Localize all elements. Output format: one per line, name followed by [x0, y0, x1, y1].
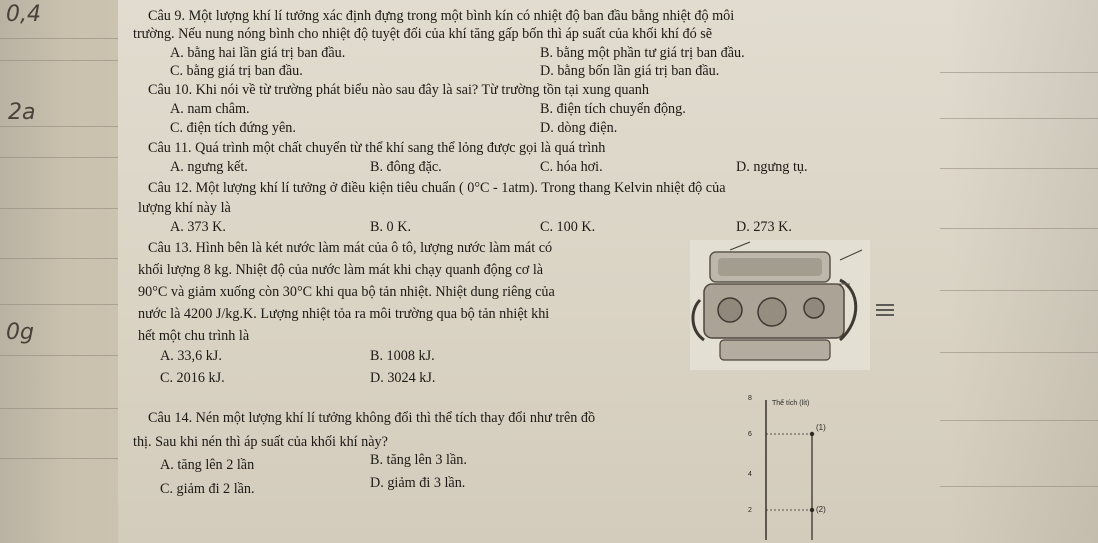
margin-rule	[940, 168, 1098, 169]
q11-option-d: D. ngưng tụ.	[736, 159, 808, 175]
graph-tick: 8	[748, 395, 752, 402]
q12-option-d: D. 273 K.	[736, 219, 792, 235]
q12-option-a: A. 373 K.	[170, 219, 226, 235]
margin-rule	[0, 355, 118, 356]
graph-tick: 2	[748, 507, 752, 514]
q14-option-c: C. giảm đi 2 lần.	[160, 481, 255, 497]
q13-option-b: B. 1008 kJ.	[370, 348, 435, 364]
margin-rule	[0, 458, 118, 459]
q13-stem-line4: nước là 4200 J/kg.K. Lượng nhiệt tỏa ra môi trường qua bộ tản nhiệt khi	[138, 306, 550, 322]
q10-option-c: C. điện tích đứng yên.	[170, 120, 296, 136]
q14-stem-line1: Câu 14. Nén một lượng khí lí tưởng không đổi thì thể tích thay đổi như trên đồ	[148, 410, 596, 426]
q14-stem-line2: thị. Sau khi nén thì áp suất của khối khí này?	[133, 434, 388, 450]
q11-stem: Câu 11. Quá trình một chất chuyển từ thể khí sang thể lỏng được gọi là quá trình	[148, 140, 606, 156]
q12-option-c: C. 100 K.	[540, 219, 596, 235]
q9-stem-line1: Câu 9. Một lượng khí lí tưởng xác định đựng trong một bình kín có nhiệt độ ban đầu bằng nhiệt độ môi	[148, 8, 735, 24]
engine-radiator-illustration	[690, 240, 870, 370]
q9-option-b: B. bằng một phần tư giá trị ban đầu.	[540, 45, 745, 61]
q13-stem-line1: Câu 13. Hình bên là két nước làm mát của ô tô, lượng nước làm mát có	[148, 240, 553, 256]
margin-rule	[0, 38, 118, 39]
graph-point-2-label: (2)	[816, 505, 826, 514]
q13-option-c: C. 2016 kJ.	[160, 370, 225, 386]
q13-option-a: A. 33,6 kJ.	[160, 348, 222, 364]
q11-option-c: C. hóa hơi.	[540, 159, 603, 175]
graph-point-1-label: (1)	[816, 423, 826, 432]
margin-rule	[0, 408, 118, 409]
margin-rule	[940, 420, 1098, 421]
q9-option-a: A. bằng hai lần giá trị ban đầu.	[170, 45, 346, 61]
q13-stem-line2: khối lượng 8 kg. Nhiệt độ của nước làm mát khi chạy quanh động cơ là	[138, 262, 544, 278]
margin-rule	[940, 486, 1098, 487]
q10-option-b: B. điện tích chuyển động.	[540, 101, 686, 117]
q14-option-a: A. tăng lên 2 lần	[160, 457, 255, 473]
margin-rule	[0, 208, 118, 209]
q14-option-b: B. tăng lên 3 lần.	[370, 452, 467, 468]
q13-option-d: D. 3024 kJ.	[370, 370, 436, 386]
handwritten-note: 0g	[6, 320, 34, 345]
q11-option-a: A. ngưng kết.	[170, 159, 248, 175]
q12-option-b: B. 0 K.	[370, 219, 411, 235]
margin-rule	[940, 352, 1098, 353]
margin-rule	[0, 258, 118, 259]
q10-option-d: D. dòng điện.	[540, 120, 618, 136]
volume-graph	[720, 390, 860, 543]
margin-rule	[0, 126, 118, 127]
graph-title: Thể tích (lít)	[772, 400, 810, 407]
q14-option-d: D. giảm đi 3 lần.	[370, 475, 466, 491]
q9-option-c: C. bằng giá trị ban đầu.	[170, 63, 303, 79]
margin-rule	[0, 304, 118, 305]
q9-option-d: D. bằng bốn lần giá trị ban đầu.	[540, 63, 720, 79]
q10-option-a: A. nam châm.	[170, 101, 250, 117]
q13-stem-line3: 90°C và giảm xuống còn 30°C khi qua bộ tản nhiệt. Nhiệt dung riêng của	[138, 284, 555, 300]
q12-stem-line1: Câu 12. Một lượng khí lí tưởng ở điều kiện tiêu chuẩn ( 0°C - 1atm). Trong thang Kelvin nhiệt độ của	[148, 180, 726, 196]
graph-tick: 4	[748, 471, 752, 478]
margin-rule	[940, 118, 1098, 119]
handwritten-note: 2a	[8, 100, 36, 125]
margin-rule	[940, 290, 1098, 291]
graph-point-1	[810, 432, 814, 436]
margin-rule	[0, 60, 118, 61]
left-margin-paper	[0, 0, 118, 543]
q9-stem-line2: trường. Nếu nung nóng bình cho nhiệt độ tuyệt đối của khí tăng gấp bốn thì áp suất của khối khí đó sẽ	[133, 26, 713, 42]
margin-rule	[0, 157, 118, 158]
graph-point-2	[810, 508, 814, 512]
q10-stem: Câu 10. Khi nói về từ trường phát biểu nào sau đây là sai? Từ trường tồn tại xung quanh	[148, 82, 649, 98]
page-shadow	[948, 0, 1098, 543]
margin-rule	[940, 228, 1098, 229]
q11-option-b: B. đông đặc.	[370, 159, 442, 175]
graph-tick: 6	[748, 431, 752, 438]
handwritten-note: 0,4	[6, 2, 41, 27]
handwritten-mark	[874, 302, 898, 318]
q13-stem-line5: hết một chu trình là	[138, 328, 250, 344]
margin-rule	[940, 72, 1098, 73]
q12-stem-line2: lượng khí này là	[138, 200, 231, 216]
